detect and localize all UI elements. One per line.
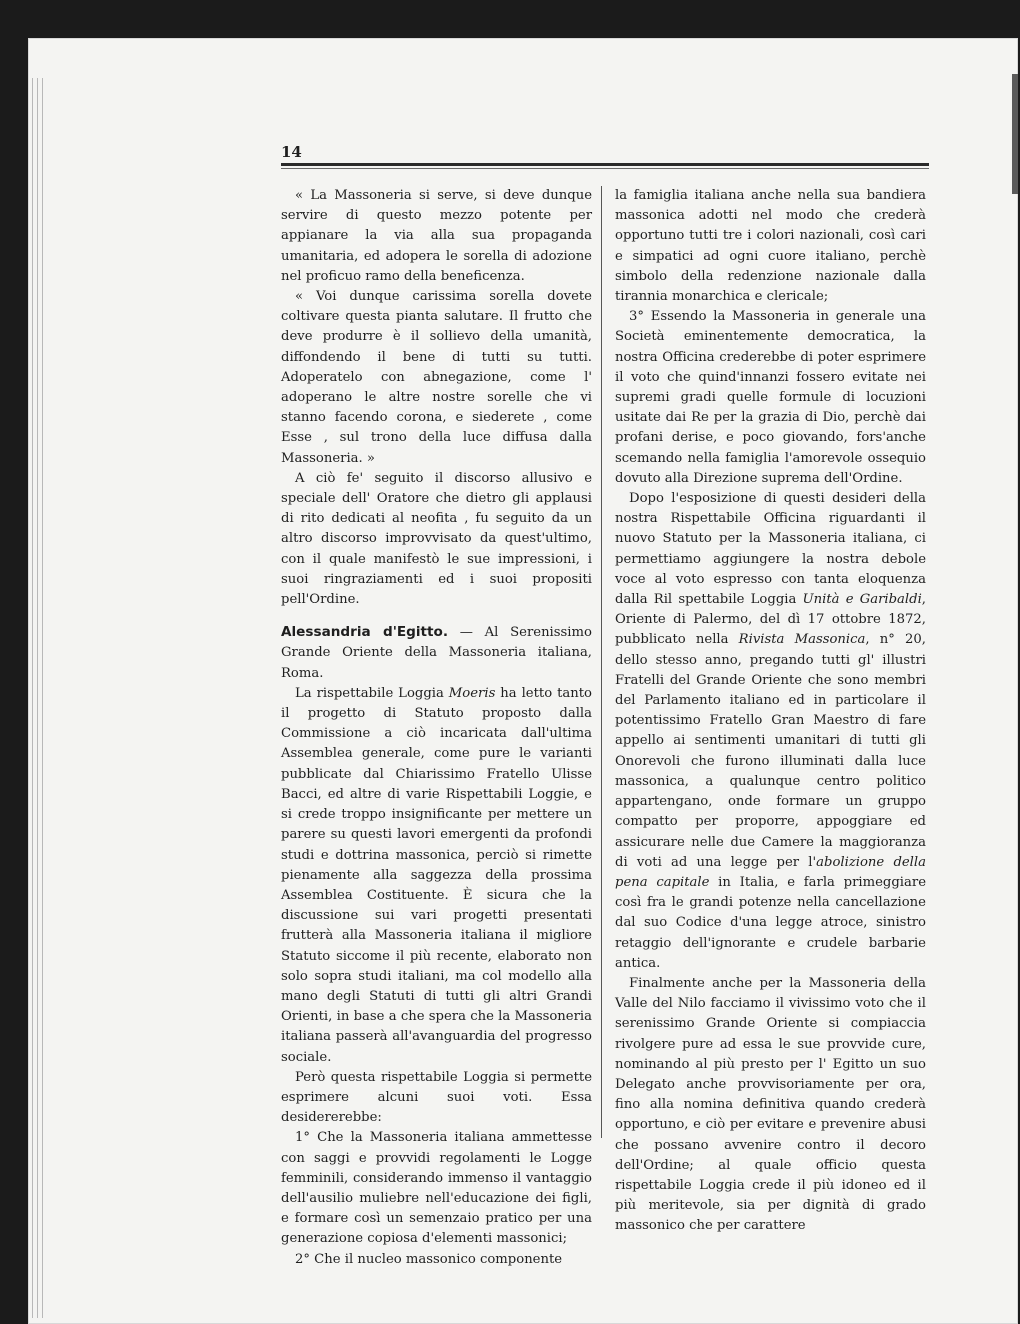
- text-span: ha letto tanto il progetto di Statuto proposto dalla Commissione a ciò incaricata dall'ultima Assemblea generale, come pure le varianti pubblicate dal Chiarissimo Fratello Ulisse Bacci, ed altre di varie Rispettabili Loggie, e si crede troppo insignificante per mettere un parere su questi lavori emergenti da profondi studi e dottrina massonica, perciò si rimette pienamente alla saggezza della prossima Assemblea Costituente. È sicura che la discussione sui vari progetti presentati frutterà alla Massoneria italiana il migliore Statuto siccome il più recente, elaborato non solo sopra studi italiani, ma col modello alla mano degli Statuti di tutti gli altri Grandi Orienti, in base a che spera che la Massoneria italiana passerà all'avanguardia del progresso sociale.: [281, 685, 592, 1065]
- paragraph: 2° Che il nucleo massonico componente: [295, 1251, 563, 1267]
- paragraph: 3° Essendo la Massoneria in generale una Società eminentemente democratica, la nostra Officina crederebbe di poter esprimere il voto che quind'innanzi fossero evitate nei supremi gradi quelle formule di locuzioni usitate dai Re per la grazia di Dio, perchè dai profani derise, e poco giovando, fors'anche scemando nella famiglia l'amorevole ossequio dovuto alla Direzione suprema dell'Ordine.: [615, 309, 926, 486]
- paragraph: 1° Che la Massoneria italiana ammettesse con saggi e provvidi regolamenti le Logge femminili, considerando immenso il vantaggio dell'ausilio muliebre nell'educazione dei figli, e formare così un semenzaio pratico per una generazione copiosa d'elementi massonici;: [281, 1130, 592, 1247]
- scan-edge-strip: [1012, 74, 1018, 194]
- paragraph: la famiglia italiana anche nella sua bandiera massonica adotti nel modo che crederà opportuno tutti tre i colori nazionali, così cari e simpatici ad ogni cuore italiano, perchè simbolo della redenzione nazionale dalla tirannia monarchica e clericale;: [615, 188, 926, 305]
- page-edge: [32, 78, 33, 1318]
- text-span: Dopo l'esposizione di questi desideri della nostra Rispettabile Officina riguardanti il nuovo Statuto per la Massoneria italiana, ci permettiamo aggiungere la nostra debole voce al voto espresso con tanta eloquenza dalla Ril spettabile Loggia: [615, 491, 926, 608]
- paragraph: « La Massoneria si serve, si deve dunque servire di questo mezzo potente per appianare la via alla sua propaganda umanitaria, ed adopera le sorella di adozione nel proficuo ramo della beneficenza.: [281, 188, 592, 284]
- lodge-name: Moeris: [448, 685, 496, 701]
- paragraph: Finalmente anche per la Massoneria della Valle del Nilo facciamo il vivissimo voto che il serenissimo Grande Oriente si compiaccia rivolgere pure ad essa le sue provvide cure, nominando al più presto per l' Egitto un suo Delegato anche provvisoriamente per ora, fino alla nomina definitiva quando crederà opportuno, e ciò per evitare e prevenire abusi che possano avvenire contro il decoro dell'Ordine; al quale officio questa rispettabile Loggia crede il più idoneo ed il più meritevole, sia per dignità di grado massonico che per carattere: [615, 975, 926, 1234]
- text-span: , n° 20, dello stesso anno, pregando tutti gl' illustri Fratelli del Grande Oriente che sono membri del Parlamento italiano ed in particolare il potentissimo Fratello Gran Maestro di fare appello ai sentimenti umanitari di tutti gli Onorevoli che furono illuminati dalla luce massonica, a qualunque centro politico appartengano, onde formare un gruppo compatto per proporre, appoggiare ed assicurare nelle due Camere la maggioranza di voti ad una legge per l': [615, 632, 926, 870]
- left-column: [281, 186, 592, 1270]
- page-number: 14: [281, 143, 302, 161]
- text-span: La rispettabile Loggia: [295, 685, 449, 701]
- text-span: , Oriente di Palermo, del dì 17 ottobre 1872, pubblicato nella: [615, 592, 926, 648]
- header-rule: [281, 163, 929, 166]
- journal-name: Rivista Massonica: [738, 632, 866, 648]
- heading-address: — Al Serenissimo Grande Oriente della Massoneria italiana, Roma.: [281, 625, 592, 681]
- paragraph: « Voi dunque carissima sorella dovete coltivare questa pianta salutare. Il frutto che deve produrre è il sollievo della umanità, diffondendo il bene di tutti su tutti. Adoperatelo con abnegazione, come l' adoperano le altre nostre sorelle che vi stanno facendo corona, e siederete , come Esse , sul trono della luce diffusa dalla Massoneria. »: [281, 289, 592, 466]
- right-column: [615, 186, 926, 1237]
- section-heading: [281, 622, 592, 684]
- emphasis: abolizione della pena capitale: [615, 854, 926, 890]
- paragraph: Però questa rispettabile Loggia si permette esprimere alcuni suoi voti. Essa desidererebbe:: [281, 1069, 592, 1126]
- text-span: in Italia, e farla primeggiare così fra le grandi potenze nella cancellazione dal suo Codice d'una legge atroce, sinistro retaggio dell'ignorante e crudele barbarie antica.: [615, 874, 926, 971]
- heading-place: Alessandria d'Egitto.: [281, 624, 449, 641]
- scan-top-border: [240, 0, 1020, 36]
- paragraph: [615, 489, 926, 974]
- paragraph: [281, 684, 592, 1068]
- column-divider: [601, 186, 602, 1138]
- paragraph: A ciò fe' seguito il discorso allusivo e speciale dell' Oratore che dietro gli applausi di rito dedicati al neofita , fu seguito da un altro discorso improvvisato da quest'ultimo, con il quale manifestò le sue impressioni, i suoi ringraziamenti ed i suoi propositi pell'Ordine.: [281, 470, 592, 608]
- page-edge: [37, 78, 38, 1318]
- page-edge: [42, 78, 43, 1318]
- header-rule-thin: [281, 168, 929, 169]
- lodge-name: Unità e Garibaldi: [802, 592, 922, 608]
